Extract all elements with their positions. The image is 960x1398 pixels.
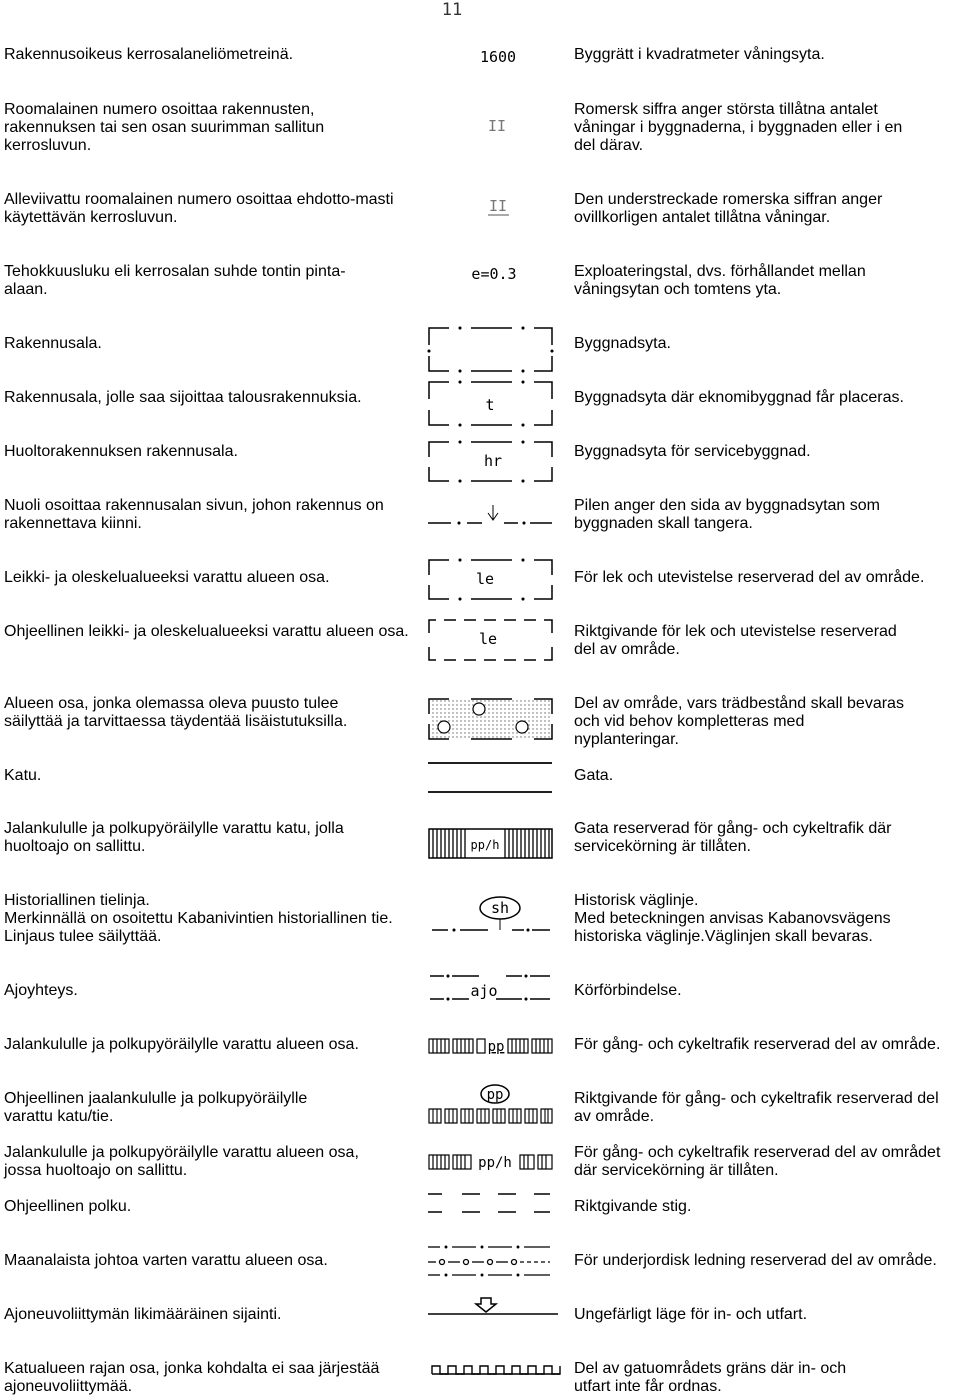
roman-numeral-symbol bbox=[424, 115, 558, 139]
legend-text-fi: Rakennusala. bbox=[4, 335, 102, 352]
symbol-label: le bbox=[475, 570, 495, 588]
legend-text-sv: Byggnadsyta. bbox=[574, 335, 671, 352]
legend-text-sv: Gata. bbox=[574, 767, 614, 784]
legend-text-sv: Riktgivande stig. bbox=[574, 1198, 692, 1215]
legend-text-fi: Huoltorakennuksen rakennusala. bbox=[4, 443, 238, 460]
legend-text-sv-group bbox=[574, 892, 924, 946]
no-access-boundary-symbol bbox=[424, 1360, 558, 1382]
legend-text-sv: Gata reserverad för gång- och cykeltrafik där servicekörning är tillåten. bbox=[574, 820, 892, 855]
legend-text-fi: Ohjeellinen leikki- ja oleskelualueeksi varattu alueen osa. bbox=[4, 623, 409, 640]
legend-text-fi: Alueen osa, jonka olemassa oleva puusto tulee säilyttää ja tarvittaessa täydentää lisäistutuksilla. bbox=[4, 695, 348, 730]
legend-text-fi: Historiallinen tielinja. bbox=[4, 892, 150, 909]
legend-text-fi: Jalankululle ja polkupyöräilylle varattu katu, jolla huoltoajo on sallittu. bbox=[4, 820, 344, 855]
legend-text-sv: Riktgivande för lek och utevistelse reserverad del av område. bbox=[574, 623, 897, 658]
footpath-symbol bbox=[424, 1190, 558, 1216]
symbol-label: pp bbox=[486, 1087, 504, 1103]
legend-text-sv: För gång- och cykeltrafik reserverad del av området där servicekörning är tillåten. bbox=[574, 1144, 941, 1179]
efficiency-symbol bbox=[424, 263, 558, 285]
legend-text-sv: Riktgivande för gång- och cykeltrafik reserverad del av område. bbox=[574, 1090, 939, 1125]
street-symbol bbox=[424, 761, 558, 797]
legend-text-fi-group bbox=[4, 892, 404, 946]
page-number: 11 bbox=[441, 0, 463, 20]
legend-text-fi: Rakennusala, jolle saa sijoittaa talousrakennuksia. bbox=[4, 389, 362, 406]
pedestrian-street-service-symbol bbox=[424, 827, 558, 863]
legend-text-sv: Byggrätt i kvadratmeter våningsyta. bbox=[574, 46, 825, 63]
building-rights-symbol bbox=[424, 46, 558, 66]
legend-text-sv: För lek och utevistelse reserverad del av område. bbox=[574, 569, 925, 586]
legend-text-sv: För underjordisk ledning reserverad del av område. bbox=[574, 1252, 937, 1269]
legend-text-sv: Byggnadsyta för servicebyggnad. bbox=[574, 443, 811, 460]
legend-text-fi: Rakennusoikeus kerrosalaneliömetreinä. bbox=[4, 46, 294, 63]
legend-text-fi: Katu. bbox=[4, 767, 42, 784]
symbol-label: pp/h bbox=[470, 838, 500, 852]
legend-text-fi: Ohjeellinen jaalankululle ja polkupyöräilylle varattu katu/tie. bbox=[4, 1090, 308, 1125]
legend-text-sv: Exploateringstal, dvs. förhållandet mellan våningsytan och tomtens yta. bbox=[574, 263, 866, 298]
legend-text-sv: Historisk väglinje. bbox=[574, 892, 699, 909]
pedestrian-area-symbol bbox=[424, 1036, 558, 1058]
symbol-label: pp bbox=[487, 1039, 505, 1055]
preserved-trees-symbol bbox=[424, 696, 558, 742]
legend-text-fi: Ajoyhteys. bbox=[4, 982, 78, 999]
attach-side-arrow-symbol bbox=[424, 503, 558, 527]
legend-text-sv: Körförbindelse. bbox=[574, 982, 682, 999]
symbol-label: le bbox=[478, 630, 498, 648]
symbol-label: hr bbox=[483, 452, 503, 470]
legend-text-sv: Ungefärligt läge för in- och utfart. bbox=[574, 1306, 808, 1323]
legend-text-fi: Tehokkuusluku eli kerrosalan suhde tontin pinta-alaan. bbox=[4, 263, 346, 298]
legend-text-sv: För gång- och cykeltrafik reserverad del av område. bbox=[574, 1036, 941, 1053]
guideline-play-area-symbol bbox=[424, 617, 558, 663]
legend-text-fi: Katualueen rajan osa, jonka kohdalta ei saa järjestää ajoneuvoliittymää. bbox=[4, 1360, 380, 1395]
underlined-roman-numeral-symbol bbox=[424, 195, 558, 221]
symbol-label: sh bbox=[490, 899, 510, 917]
legend-text-sv: Romersk siffra anger största tillåtna antalet våningar i byggnaderna, i byggnaden eller i en del därav. bbox=[574, 101, 903, 154]
legend-text-fi: Ajoneuvoliittymän likimääräinen sijainti. bbox=[4, 1306, 282, 1323]
driveway-symbol bbox=[424, 972, 558, 1008]
symbol-label: t bbox=[485, 396, 495, 414]
symbol-label: ajo bbox=[470, 982, 498, 1000]
legend-text-fi: Roomalainen numero osoittaa rakennusten, rakennuksen tai sen osan suurimman sallitun kerrosluvun. bbox=[4, 101, 325, 154]
historic-road-symbol bbox=[424, 894, 558, 934]
symbol-label: pp/h bbox=[478, 1155, 512, 1171]
vehicle-access-symbol bbox=[424, 1296, 558, 1322]
legend-text-fi: Nuoli osoittaa rakennusalan sivun, johon rakennus on rakennettava kiinni. bbox=[4, 497, 384, 532]
legend-text-sv: Del av område, vars trädbestånd skall bevaras och vid behov kompletteras med nyplanteringar. bbox=[574, 695, 904, 748]
legend-text-sv: Den understreckade romerska siffran anger ovillkorligen antalet tillåtna våningar. bbox=[574, 191, 883, 226]
symbol-label: II bbox=[488, 197, 508, 215]
outbuilding-area-symbol bbox=[424, 379, 558, 429]
symbol-label: 1600 bbox=[479, 48, 517, 66]
pedestrian-area-service-symbol bbox=[424, 1152, 558, 1174]
legend-text-fi: Jalankululle ja polkupyöräilylle varattu alueen osa, jossa huoltoajo on sallittu. bbox=[4, 1144, 359, 1179]
service-building-area-symbol bbox=[424, 439, 558, 485]
legend-text-sv-note: Med beteckningen anvisas Kabanovsvägens historiska väglinje.Väglinjen skall bevaras. bbox=[574, 910, 891, 945]
symbol-label: e=0.3 bbox=[471, 265, 517, 283]
legend-text-fi-note: Merkinnällä on osoitettu Kabanivintien historiallinen tie. Linjaus tulee säilyttää. bbox=[4, 910, 393, 945]
play-area-symbol bbox=[424, 557, 558, 603]
legend-text-fi: Leikki- ja oleskelualueeksi varattu alueen osa. bbox=[4, 569, 330, 586]
legend-text-fi: Alleviivattu roomalainen numero osoittaa ehdotto-masti käytettävän kerrosluvun. bbox=[4, 191, 394, 226]
guideline-pedestrian-road-symbol bbox=[424, 1083, 558, 1127]
symbol-label: II bbox=[487, 117, 507, 135]
underground-line-symbol bbox=[424, 1242, 558, 1278]
legend-text-fi: Jalankululle ja polkupyöräilylle varattu alueen osa. bbox=[4, 1036, 359, 1053]
legend-text-fi: Maanalaista johtoa varten varattu alueen osa. bbox=[4, 1252, 328, 1269]
legend-text-sv: Del av gatuområdets gräns där in- och utfart inte får ordnas. bbox=[574, 1360, 847, 1395]
legend-text-sv: Pilen anger den sida av byggnadsytan som byggnaden skall tangera. bbox=[574, 497, 880, 532]
legend-text-fi: Ohjeellinen polku. bbox=[4, 1198, 132, 1215]
building-area-symbol bbox=[424, 325, 558, 375]
legend-text-sv: Byggnadsyta där eknomibyggnad får placeras. bbox=[574, 389, 904, 406]
